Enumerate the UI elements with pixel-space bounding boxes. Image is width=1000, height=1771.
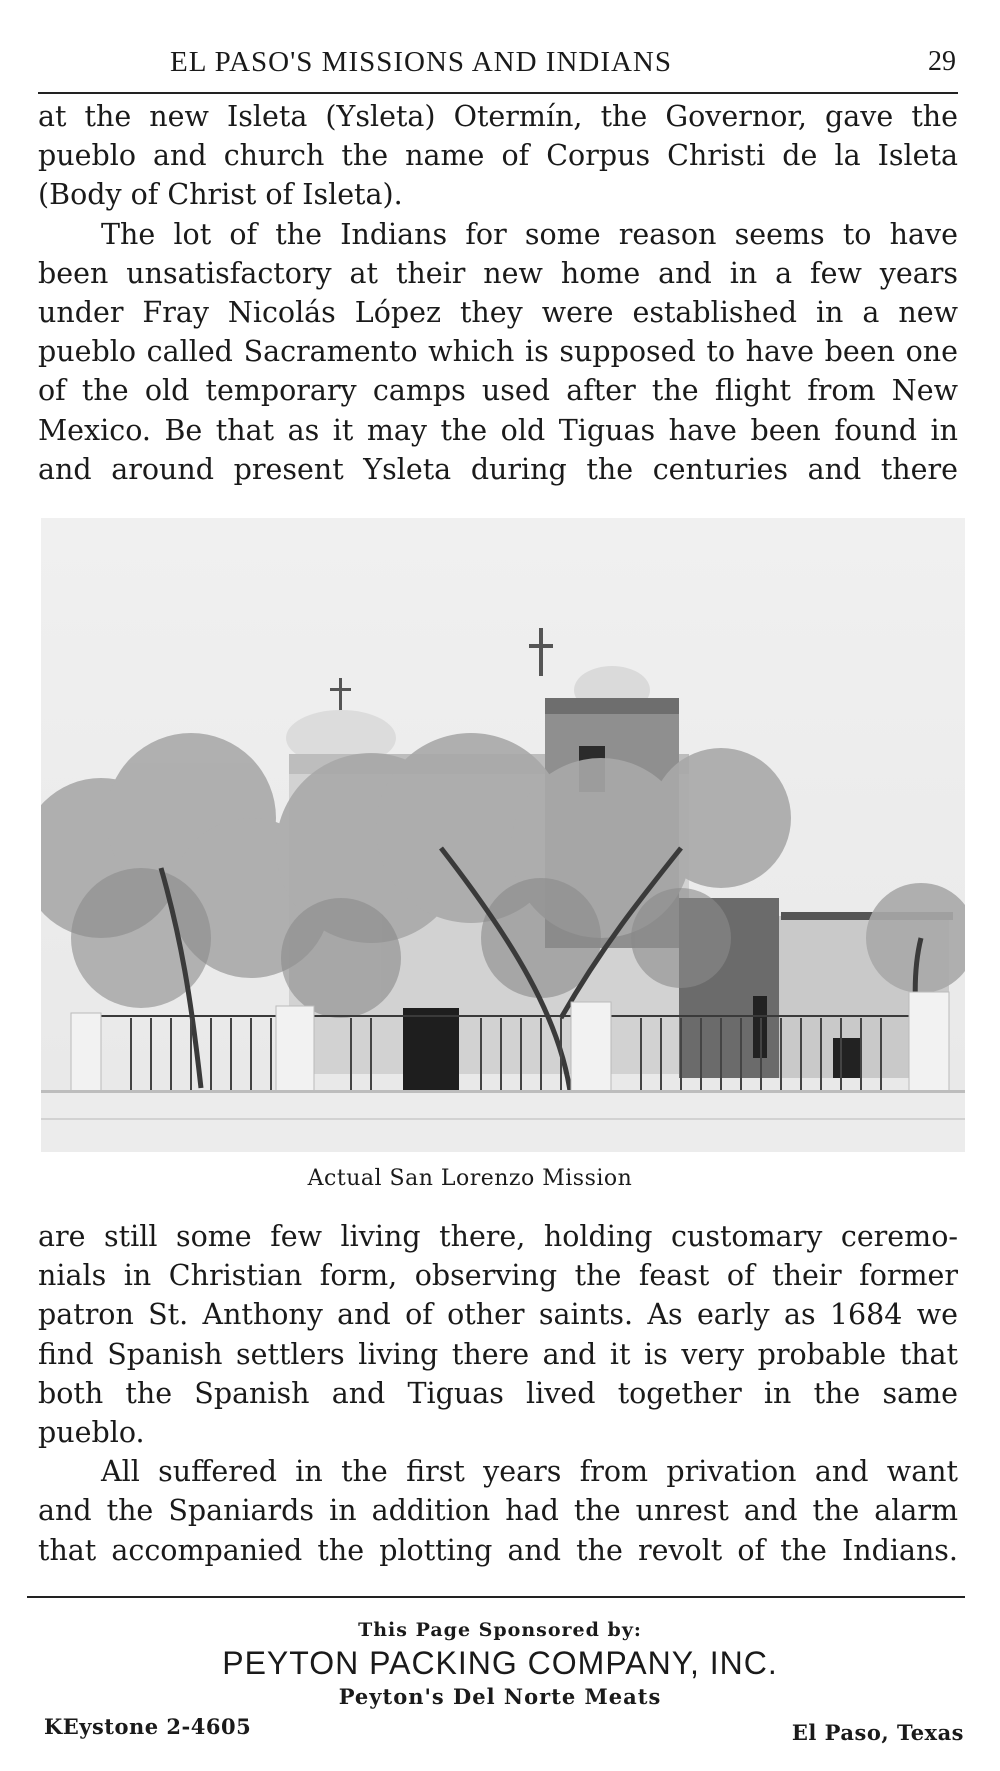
body-text-bottom (38, 1217, 958, 1570)
text-line: Mexico. Be that as it may the old Tiguas have been found in (38, 413, 958, 447)
running-title: EL PASO'S MISSIONS AND INDIANS (170, 46, 673, 78)
mission-photograph (41, 518, 965, 1152)
sponsor-city: El Paso, Texas (791, 1720, 964, 1745)
figure-caption: Actual San Lorenzo Mission (307, 1166, 633, 1191)
text-line: nials in Christian form, observing the feast of their former (38, 1259, 958, 1293)
text-line: find Spanish settlers living there and it is very probable that (38, 1337, 958, 1371)
running-head (38, 42, 958, 94)
sponsor-tagline: Peyton's Del Norte Meats (338, 1684, 662, 1709)
text-line: pueblo and church the name of Corpus Christi de la Isleta (38, 139, 958, 173)
text-line: All suffered in the first years from privation and want (101, 1455, 958, 1489)
paragraph (38, 1452, 958, 1570)
text-line: under Fray Nicolás López they were established in a new (38, 296, 958, 330)
sponsor-name: PEYTON PACKING COMPANY, INC. (222, 1645, 778, 1681)
text-line: and the Spaniards in addition had the unrest and the alarm (38, 1494, 958, 1528)
text-line: The lot of the Indians for some reason seems to have (101, 217, 958, 251)
text-line: pueblo called Sacramento which is supposed to have been one (38, 335, 958, 369)
text-line: both the Spanish and Tiguas lived together in the same (38, 1376, 958, 1410)
paragraph (38, 1217, 958, 1452)
text-line: of the old temporary camps used after the flight from New (38, 374, 958, 408)
text-line: at the new Isleta (Ysleta) Otermín, the Governor, gave the (38, 100, 958, 133)
paragraph (38, 97, 958, 215)
page-number: 29 (928, 46, 956, 77)
mission-photo-illustration (41, 518, 965, 1152)
paragraph (38, 215, 958, 489)
footer-rule (27, 1596, 965, 1598)
text-line: (Body of Christ of Isleta). (38, 178, 403, 212)
text-line: pueblo. (38, 1416, 145, 1450)
text-line: that accompanied the plotting and the revolt of the Indians. (38, 1533, 958, 1567)
sponsor-label: This Page Sponsored by: (358, 1619, 642, 1641)
text-line: been unsatisfactory at their new home and in a few years (38, 256, 958, 290)
text-line: and around present Ysleta during the centuries and there (38, 452, 958, 486)
text-line: are still some few living there, holding customary ceremo- (38, 1220, 958, 1253)
body-text-top (38, 97, 958, 489)
sponsor-phone: KEystone 2-4605 (44, 1714, 252, 1739)
text-line: patron St. Anthony and of other saints. As early as 1684 we (38, 1298, 958, 1332)
